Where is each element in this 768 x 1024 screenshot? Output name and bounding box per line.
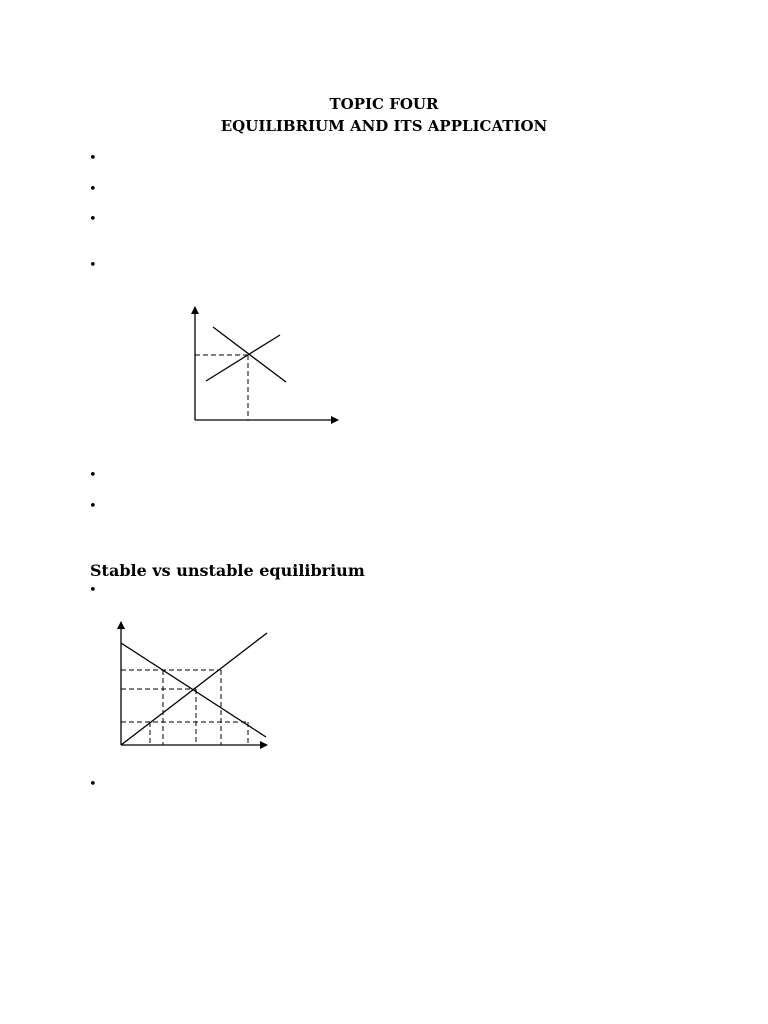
topic-main-title: EQUILIBRIUM AND ITS APPLICATION [220, 117, 548, 135]
topic-number-title: TOPIC FOUR [329, 95, 439, 113]
bullet-point: • [89, 777, 97, 792]
bullet-point: • [89, 499, 97, 514]
bullet-point: • [89, 468, 97, 483]
bullet-point: • [89, 182, 97, 197]
section-heading: Stable vs unstable equilibrium [90, 561, 365, 580]
bullet-point: • [89, 151, 97, 166]
bullet-point: • [89, 212, 97, 227]
bullet-point: • [89, 583, 97, 598]
bullet-point: • [89, 258, 97, 273]
